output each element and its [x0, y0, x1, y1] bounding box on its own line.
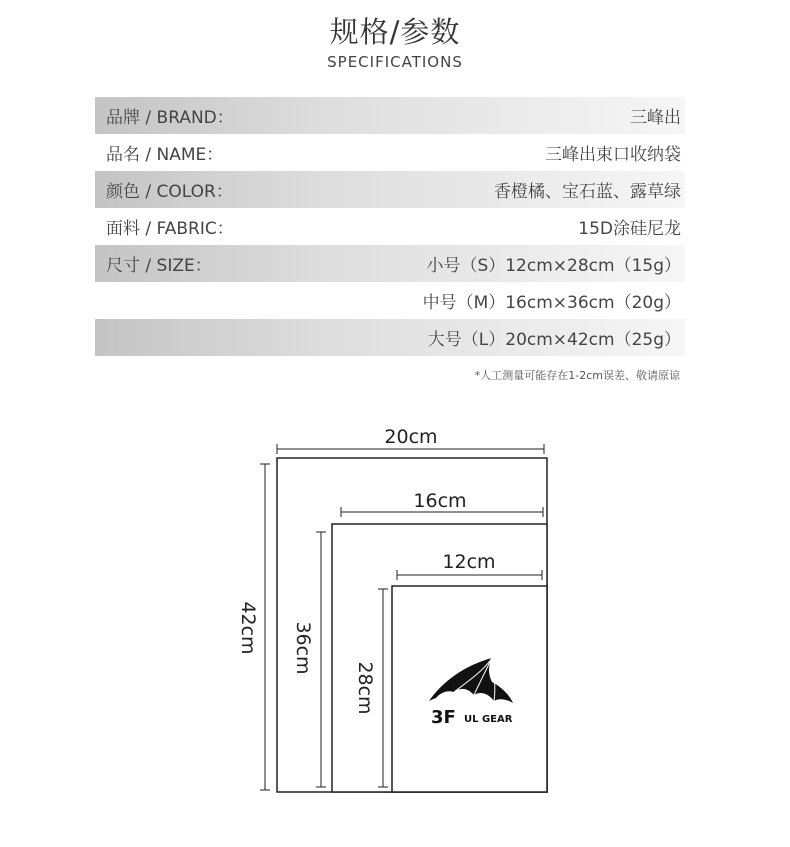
spec-row-color [95, 171, 685, 208]
spec-value: 中号（M）16cm×36cm（20g） [422, 293, 681, 313]
large-height-label: 42cm [237, 601, 259, 655]
page-title: 规格/参数 [329, 15, 461, 49]
large-height-dimension [260, 464, 270, 790]
spec-label: 尺寸 / SIZE： [106, 256, 212, 276]
large-width-label: 20cm [384, 426, 438, 448]
spec-label: 面料 / FABRIC： [106, 219, 234, 239]
spec-value: 小号（S）12cm×28cm（15g） [426, 256, 681, 276]
small-width-label: 12cm [442, 551, 496, 573]
spec-label: 品牌 / BRAND： [106, 108, 234, 128]
spec-row-fabric [95, 208, 685, 245]
logo-text: UL GEAR [464, 714, 513, 725]
spec-row-size-small [95, 245, 685, 282]
spec-label: 品名 / NAME： [106, 145, 224, 165]
spec-row-size-large [95, 319, 685, 356]
medium-width-label: 16cm [413, 490, 467, 512]
spec-row-name [95, 134, 685, 171]
spec-value: 香橙橘、宝石蓝、露草绿 [494, 182, 681, 202]
medium-height-dimension [316, 532, 326, 787]
spec-value: 三峰出束口收纳袋 [545, 145, 681, 165]
spec-row-brand [95, 97, 685, 134]
spec-row-size-medium [95, 282, 685, 319]
spec-label: 颜色 / COLOR： [106, 182, 233, 202]
spec-value: 大号（L）20cm×42cm（25g） [427, 330, 681, 350]
measurement-footnote: *人工测量可能存在1-2cm误差、敬请原谅 [474, 369, 680, 382]
medium-height-label: 36cm [292, 621, 314, 675]
spec-table [95, 97, 685, 356]
spec-value: 三峰出 [630, 108, 681, 128]
small-height-label: 28cm [354, 661, 376, 715]
page-subtitle: SPECIFICATIONS [327, 53, 463, 71]
spec-value: 15D涂硅尼龙 [578, 219, 681, 239]
logo-mark: 3F [431, 707, 456, 728]
size-diagram [230, 420, 570, 810]
